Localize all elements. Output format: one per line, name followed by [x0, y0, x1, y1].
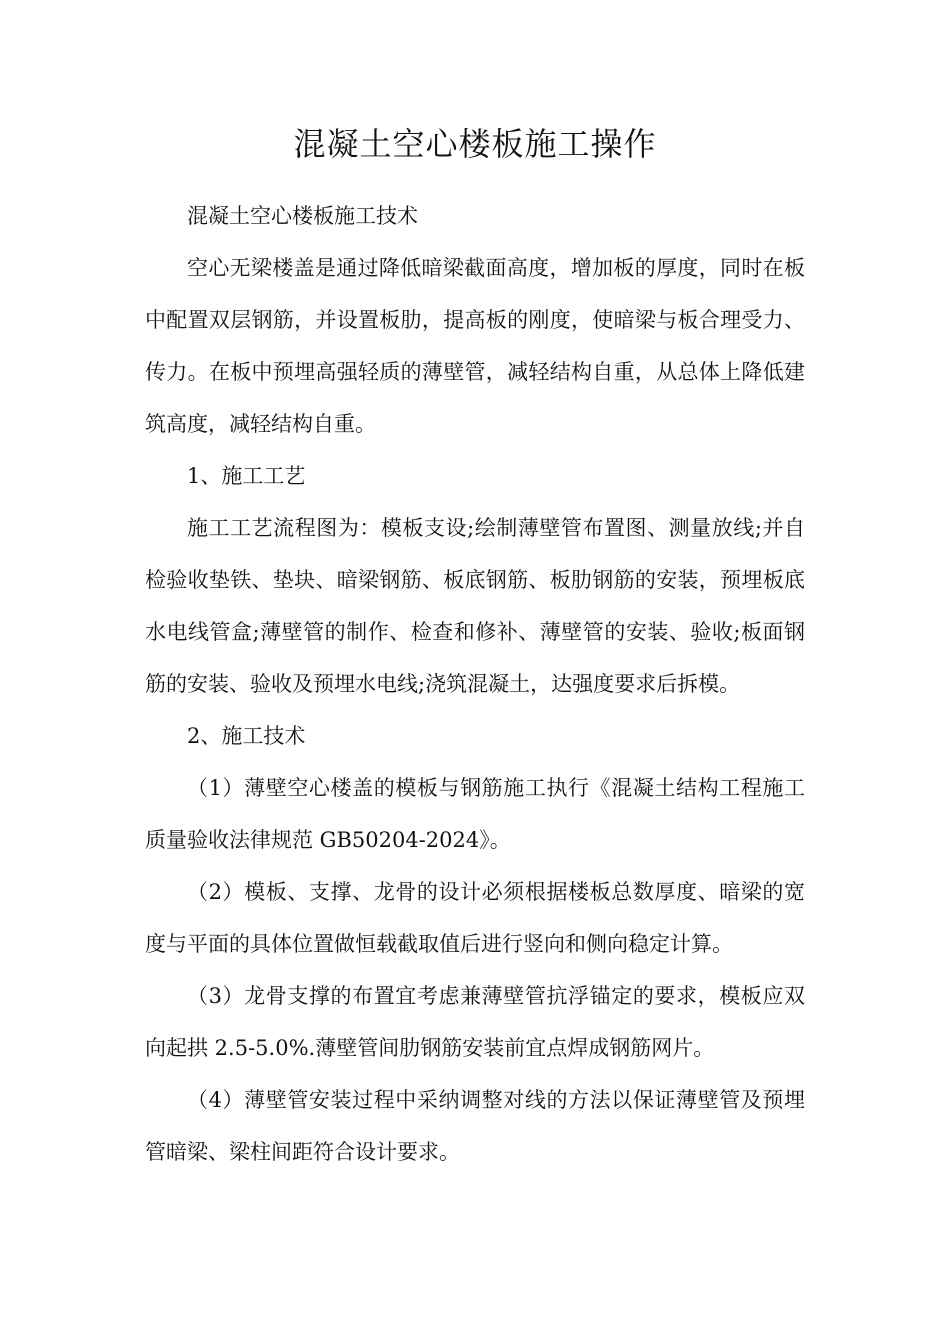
paragraph-intro: 空心无梁楼盖是通过降低暗梁截面高度，增加板的厚度，同时在板中配置双层钢筋，并设置板肋，提高板的刚度，使暗梁与板合理受力、传力。在板中预埋高强轻质的薄壁管，减轻结构自重，从总体上降低建筑高度，减轻结构自重。: [145, 256, 805, 436]
document-title: 混凝土空心楼板施工操作: [293, 125, 657, 163]
paragraph-process-flow: 施工工艺流程图为：模板支设;绘制薄壁管布置图、测量放线;并自检验收垫铁、垫块、暗梁钢筋、板底钢筋、板肋钢筋的安装，预埋板底水电线管盒;薄壁管的制作、检查和修补、薄壁管的安装、验收;板面钢筋的安装、验收及预埋水电线;浇筑混凝土，达强度要求后拆模。: [145, 516, 805, 696]
paragraph-item-3: （3）龙骨支撑的布置宜考虑兼薄壁管抗浮锚定的要求，模板应双向起拱 2.5-5.0%.薄壁管间肋钢筋安装前宜点焊成钢筋网片。: [145, 984, 805, 1060]
section-heading-process: 1、施工工艺: [187, 464, 306, 488]
paragraph-item-1: （1）薄壁空心楼盖的模板与钢筋施工执行《混凝土结构工程施工质量验收法律规范 GB50204-2024》。: [145, 776, 805, 852]
paragraph-subtitle: 混凝土空心楼板施工技术: [187, 204, 418, 228]
paragraph-item-2: （2）模板、支撑、龙骨的设计必须根据楼板总数厚度、暗梁的宽度与平面的具体位置做恒载截取值后进行竖向和侧向稳定计算。: [145, 880, 805, 956]
paragraph-item-4: （4）薄壁管安装过程中采纳调整对线的方法以保证薄壁管及预埋管暗梁、梁柱间距符合设计要求。: [145, 1088, 805, 1164]
section-heading-technique: 2、施工技术: [187, 724, 306, 748]
document-body: [145, 190, 805, 1178]
